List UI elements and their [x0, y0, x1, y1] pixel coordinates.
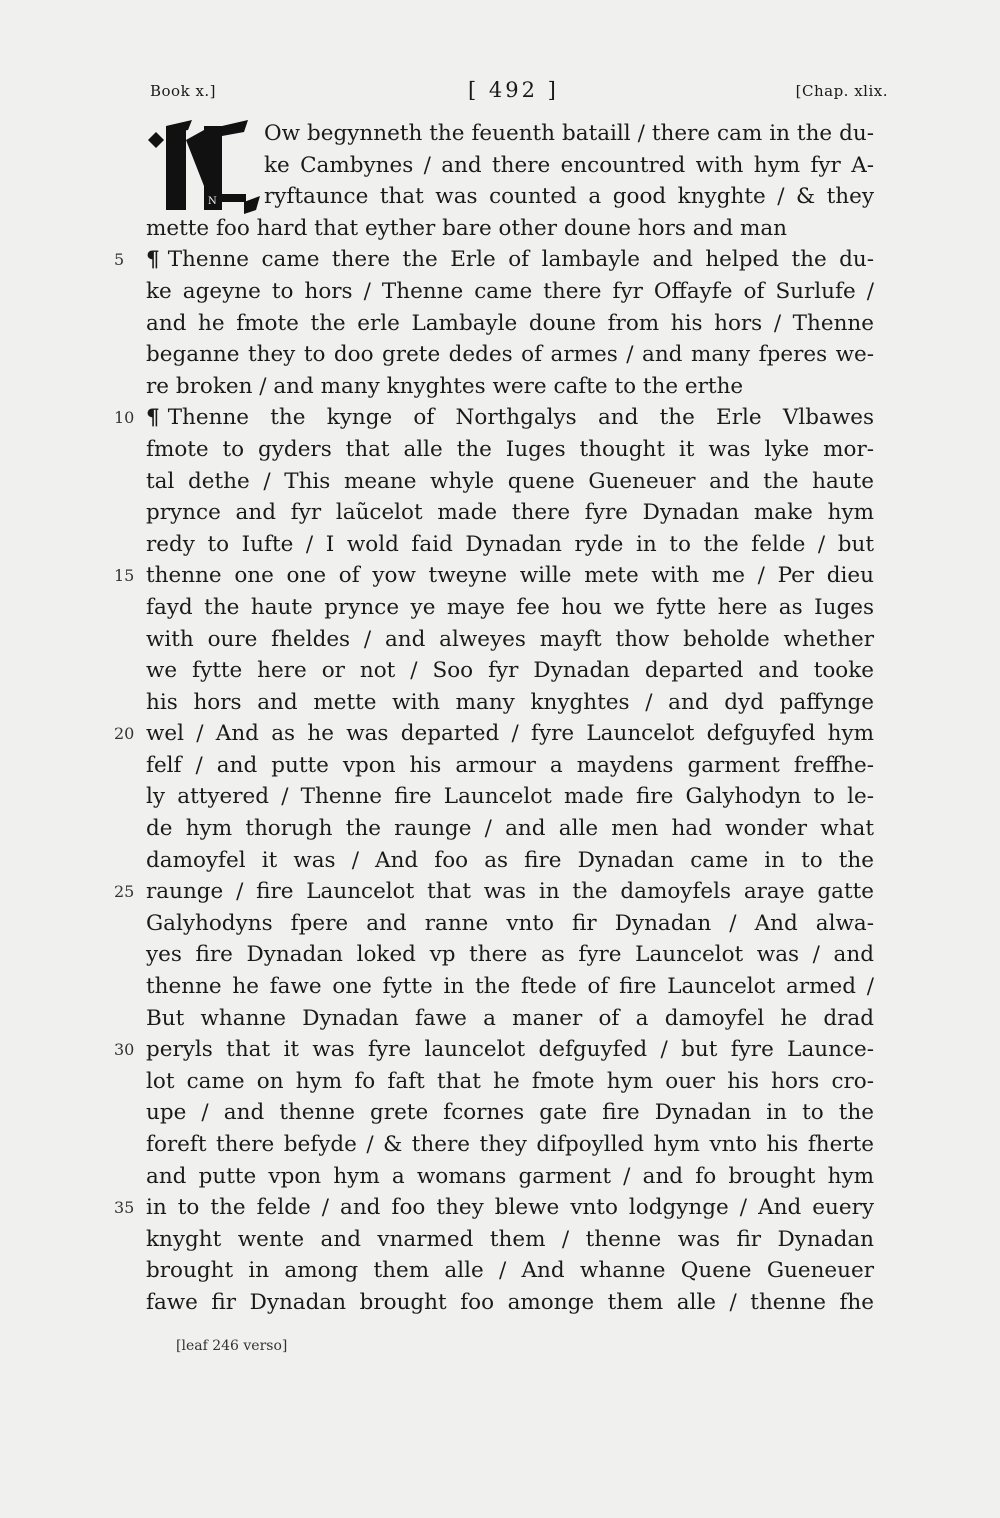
- leaf-note: [leaf 246 verso]: [176, 1338, 288, 1354]
- line-text: peryls that it was fyre launcelot defguyfed / but fyre Launce-: [146, 1037, 874, 1063]
- text-line: [146, 1066, 874, 1098]
- running-head-chapter: [Chap. xlix.: [795, 82, 888, 100]
- text-line: [114, 560, 874, 592]
- text-line: [146, 339, 874, 371]
- line-text: raunge / fire Launcelot that was in the damoyfels araye gatte: [146, 879, 874, 905]
- line-text: his hors and mette with many knyghtes / and dyd paffynge: [146, 689, 874, 715]
- line-text: in to the felde / and foo they blewe vnto lodgynge / And euery: [146, 1195, 874, 1221]
- line-text: knyght wente and vnarmed them / thenne was fir Dynadan: [146, 1226, 874, 1252]
- text-line: [114, 718, 874, 750]
- line-text: Thenne the kynge of Northgalys and the Erle Vlbawes: [167, 405, 874, 431]
- line-text: tal dethe / This meane whyle quene Gueneuer and the haute: [146, 468, 874, 494]
- text-line: [146, 150, 874, 182]
- line-text: upe / and thenne grete fcornes gate fire Dynadan in to the: [146, 1100, 874, 1126]
- text-line: [146, 1255, 874, 1287]
- text-line: [146, 1287, 874, 1319]
- text-line: [146, 118, 874, 150]
- line-text: fmote to gyders that alle the Iuges thought it was lyke mor-: [146, 436, 874, 462]
- text-line: [146, 466, 874, 498]
- line-text: wel / And as he was departed / fyre Launcelot defguyfed hym: [146, 721, 874, 747]
- line-text: yes fire Dynadan loked vp there as fyre Launcelot was / and: [146, 942, 874, 968]
- line-text: Thenne came there the Erle of lambayle and helped the du-: [167, 247, 874, 273]
- line-text: ly attyered / Thenne fire Launcelot made fire Galyhodyn to le-: [146, 784, 874, 810]
- line-text: damoyfel it was / And foo as fire Dynadan came in to the: [146, 847, 874, 873]
- line-text: foreft there befyde / & there they difpoylled hym vnto his fherte: [146, 1132, 874, 1157]
- line-text: fawe fir Dynadan brought foo amonge them alle / thenne fhe: [146, 1289, 874, 1315]
- text-line: [114, 876, 874, 908]
- line-text: felf / and putte vpon his armour a maydens garment freffhe-: [146, 752, 874, 778]
- initial-letter: N: [208, 196, 217, 207]
- line-text: ke Cambynes / and there encountred with hym fyr A-: [264, 152, 874, 178]
- running-head-book: Book x.]: [150, 82, 217, 100]
- text-line: [146, 845, 874, 877]
- pilcrow-mark: ¶: [146, 247, 160, 273]
- line-text: fayd the haute prynce ye maye fee hou we fytte here as Iuges: [146, 594, 874, 620]
- line-text: redy to Iufte / I wold faid Dynadan ryde in to the felde / but: [146, 531, 874, 557]
- line-text: ryftaunce that was counted a good knyghte / & they: [264, 184, 874, 210]
- text-line: [146, 1097, 874, 1129]
- line-number: 35: [114, 1198, 135, 1218]
- page-number: [ 492 ]: [468, 78, 559, 102]
- text-line: [146, 529, 874, 561]
- text-line: [114, 402, 874, 434]
- line-text: brought in among them alle / And whanne Quene Gueneuer: [146, 1258, 874, 1284]
- line-text: thenne one one of yow tweyne wille mete with me / Per dieu: [146, 563, 874, 589]
- text-line: [146, 276, 874, 308]
- text-line: [146, 1003, 874, 1035]
- line-number: 10: [114, 408, 135, 428]
- line-text: mette foo hard that eyther bare other doune hors and man: [146, 215, 788, 241]
- text-line: [146, 655, 874, 687]
- text-line: [114, 1034, 874, 1066]
- text-line: [146, 371, 874, 403]
- text-line: [146, 908, 874, 940]
- line-text: Galyhodyns fpere and ranne vnto fir Dynadan / And alwa-: [146, 910, 874, 936]
- text-line: [114, 244, 874, 276]
- text-line: [146, 1161, 874, 1193]
- line-text: and he fmote the erle Lambayle doune from his hors / Thenne: [146, 310, 874, 336]
- text-line: [146, 434, 874, 466]
- line-text: and putte vpon hym a womans garment / and fo brought hym: [146, 1163, 874, 1189]
- text-line: [146, 181, 874, 213]
- text-line: [114, 1192, 874, 1224]
- text-line: [146, 1224, 874, 1256]
- text-line: [146, 971, 874, 1003]
- line-number: 15: [114, 566, 135, 586]
- line-text: Ow begynneth the feuenth bataill / there cam in the du-: [264, 121, 874, 146]
- pilcrow-mark: ¶: [146, 405, 160, 431]
- line-number: 20: [114, 724, 135, 744]
- line-text: prynce and fyr laũcelot made there fyre Dynadan make hym: [146, 500, 874, 526]
- line-text: ke ageyne to hors / Thenne came there fyr Offayfe of Surlufe /: [146, 278, 874, 304]
- body-text: [114, 118, 874, 1319]
- line-text: we fytte here or not / Soo fyr Dynadan departed and tooke: [146, 658, 874, 684]
- line-number: 5: [114, 250, 125, 270]
- text-line: [146, 213, 874, 245]
- text-line: [146, 813, 874, 845]
- text-line: [146, 592, 874, 624]
- line-text: beganne they to doo grete dedes of armes / and many fperes we-: [146, 342, 874, 368]
- text-line: [146, 687, 874, 719]
- line-text: lot came on hym fo faft that he fmote hym ouer his hors cro-: [146, 1068, 874, 1094]
- line-text: with oure fheldes / and alweyes mayft thow beholde whether: [146, 626, 874, 652]
- line-text: de hym thorugh the raunge / and alle men had wonder what: [146, 816, 874, 842]
- text-line: [146, 939, 874, 971]
- line-text: re broken / and many knyghtes were cafte to the erthe: [146, 373, 744, 399]
- text-line: [146, 1129, 874, 1161]
- line-text: But whanne Dynadan fawe a maner of a damoyfel he drad: [146, 1005, 874, 1031]
- line-text: thenne he fawe one fytte in the ftede of fire Launcelot armed /: [146, 974, 874, 1000]
- text-line: [146, 781, 874, 813]
- text-line: [146, 497, 874, 529]
- line-number: 25: [114, 882, 135, 902]
- text-line: [146, 624, 874, 656]
- text-line: [146, 308, 874, 340]
- line-number: 30: [114, 1040, 135, 1060]
- text-line: [146, 750, 874, 782]
